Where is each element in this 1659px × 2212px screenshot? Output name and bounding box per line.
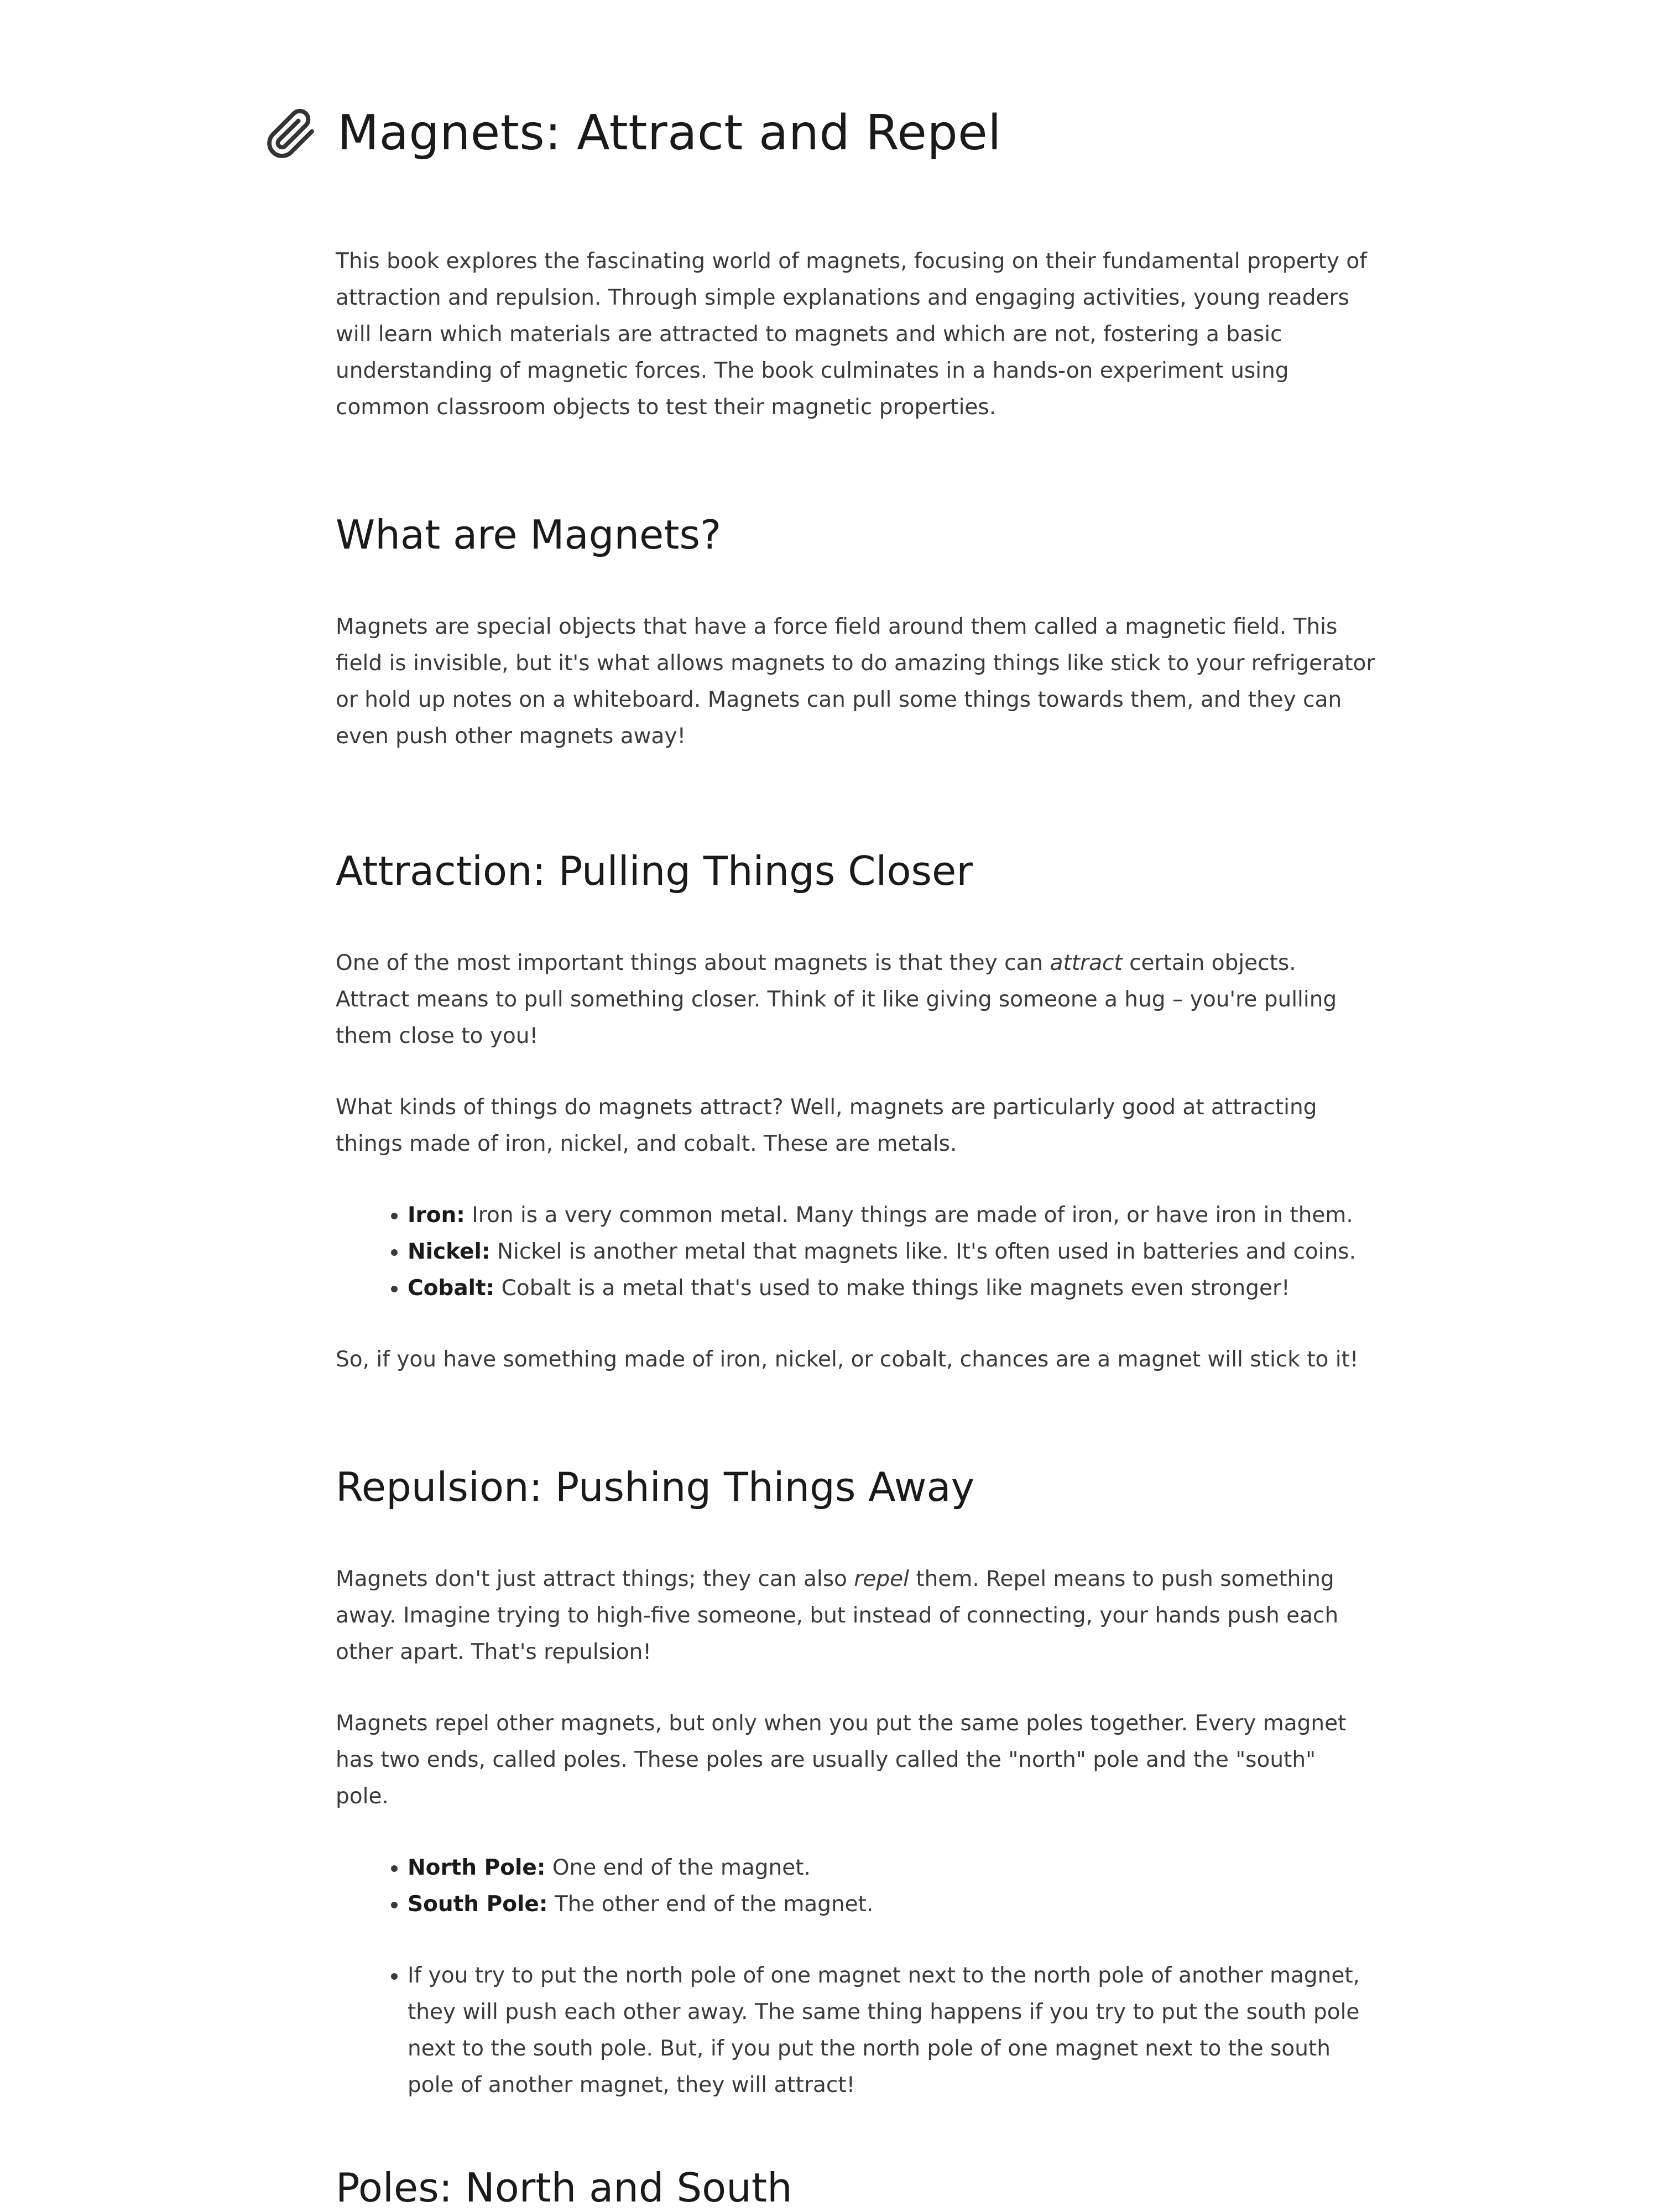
list-item-south-pole: • South Pole: The other end of the magnet. (408, 1886, 1375, 1923)
poles-explanation-list (336, 1958, 1375, 2104)
attraction-paragraph-2: What kinds of things do magnets attract? Well, magnets are particularly good at attracting things made of iron, nickel, and cobalt. These are metals. (336, 1095, 1317, 1156)
list-item-iron: • Iron: Iron is a very common metal. Many things are made of iron, or have iron in them. (408, 1197, 1375, 1234)
repel-emphasis: repel (854, 1567, 909, 1592)
repulsion-paragraph-2: Magnets repel other magnets, but only when you put the same poles together. Every magnet has two ends, called poles. These poles are usually called the "north" pole and the "south" pole. (336, 1711, 1347, 1809)
attraction-paragraph-1: One of the most important things about magnets is that they can attract certain objects. Attract means to pull something closer. Think of it like giving someone a hug – you're pulling them close to you! (336, 951, 1337, 1048)
list-item-north-pole: • North Pole: One end of the magnet. (408, 1850, 1375, 1886)
section-heading-attraction: Attraction: Pulling Things Closer (336, 848, 973, 894)
section-heading-what: What are Magnets? (336, 512, 722, 558)
intro-paragraph: This book explores the fascinating world of magnets, focusing on their fundamental property of attraction and repulsion. Through simple explanations and engaging activities, young readers will learn which materials are attracted to magnets and which are not, fostering a basic understanding of magnetic forces. The book culminates in a hands-on experiment using common classroom objects to test their magnetic properties. (336, 249, 1367, 420)
list-item-poles-explanation: • If you try to put the north pole of one magnet next to the north pole of another magnet, they will push each other away. The same thing happens if you try to put the south pole next to the south pole. But, if you put the north pole of one magnet next to the south pole of another magnet, they will attract! (408, 1958, 1375, 2104)
attraction-paragraph-3: So, if you have something made of iron, nickel, or cobalt, chances are a magnet will stick to it! (336, 1347, 1359, 1372)
page-title: Magnets: Attract and Repel (337, 105, 1001, 161)
poles-list (336, 1850, 1375, 1923)
section-heading-repulsion: Repulsion: Pushing Things Away (336, 1464, 975, 1510)
what-paragraph: Magnets are special objects that have a force field around them called a magnetic field. This field is invisible, but it's what allows magnets to do amazing things like stick to your refrigerator or hold up notes on a whiteboard. Magnets can pull some things towards them, and they can even push other magnets away! (336, 614, 1375, 749)
repulsion-paragraph-1: Magnets don't just attract things; they can also repel them. Repel means to push something away. Imagine trying to high-five someone, but instead of connecting, your hands push each other apart. That's repulsion! (336, 1567, 1339, 1665)
attract-emphasis: attract (1050, 951, 1123, 975)
document-body (336, 243, 1375, 2211)
list-item-nickel: • Nickel: Nickel is another metal that magnets like. It's often used in batteries and coins. (408, 1234, 1375, 1270)
list-item-cobalt: • Cobalt: Cobalt is a metal that's used to make things like magnets even stronger! (408, 1270, 1375, 1307)
section-heading-poles: Poles: North and South (336, 2164, 792, 2211)
metals-list (336, 1197, 1375, 1307)
title-row (260, 102, 1001, 163)
paperclip-icon (260, 102, 321, 163)
